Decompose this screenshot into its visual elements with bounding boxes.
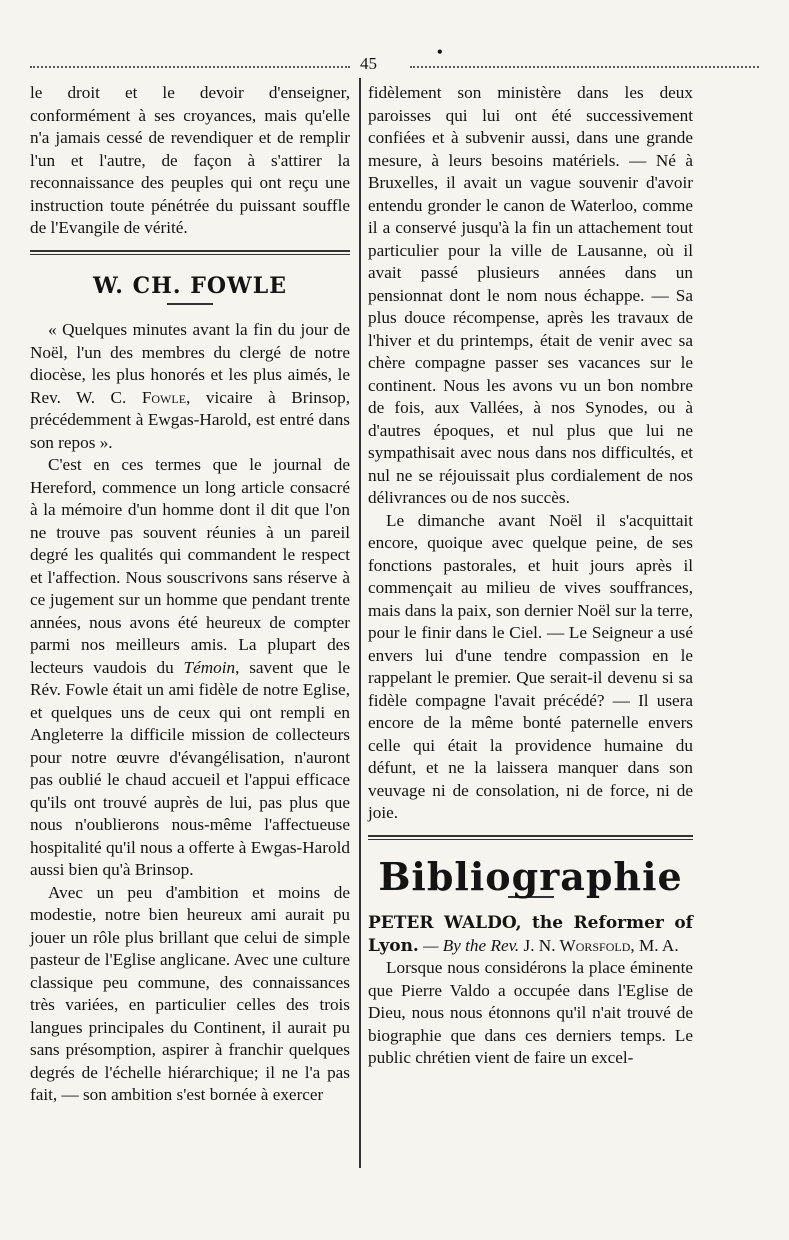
- right-column: [368, 82, 693, 1070]
- left-column: [30, 82, 350, 1107]
- p2-text-b: , savent que le Rév. Fowle était un ami fidèle de notre Eglise, et quelques uns de ceux qui ont rempli en Angleterre la difficile mission de collecteurs pour notre œuvre d'évangélisation, n'auront pas oublié le chaud accueil et l'appui efficace qu'ils ont trouvé auprès de lui, pas plus que nous n'oublierons nous-même l'affectueuse hospitalité qu'il nous a offerte à Ewgas-Harold aussi bien qu'à Brinsop.: [30, 657, 350, 879]
- p1-text-b: , vicaire à Brinsop, précédemment à Ewgas-Harold, est entré dans son repos ».: [30, 387, 350, 452]
- review-paragraph: Lorsque nous considérons la place éminente que Pierre Valdo a occupée dans l'Eglise de Dieu, nous nous étonnons qu'il n'ait trouvé de biographie que dans ces derniers temps. Le public chrétien vient de faire un excel-: [368, 958, 693, 1067]
- section-separator: [368, 835, 693, 840]
- book-entry: [368, 912, 693, 957]
- header-mark: •: [437, 44, 443, 61]
- article-paragraph-4: Le dimanche avant Noël il s'acquittait encore, quoique avec quelque peine, de ses fonctions pastorales, et huit jours après il commençait au milieu de vives souffrances, mais dans la paix, son dernier Noël sur la terre, pour le finir dans le Ciel. — Le Seigneur a usé envers lui d'une tendre compassion en le rappelant le premier. Que serait-il devenu si sa fidèle compagne l'avait précédé? — Il usera encore de la même bonté paternelle envers celle qui était la providence humaine du défunt, et ne la laissera manquer dans son veuvage ni de consolation, ni de force, ni de joie.: [368, 510, 693, 822]
- column-divider: [359, 78, 361, 1168]
- header-rule-right: [410, 66, 759, 68]
- article-paragraph-1: [30, 319, 350, 454]
- heading-rule: [167, 303, 213, 305]
- article-separator: [30, 250, 350, 255]
- p1-name: Fowle: [141, 387, 187, 407]
- book-by: — By the Rev.: [418, 935, 524, 955]
- p1-text-a: « Quelques minutes avant la fin du jour de Noël, l'un des membres du clergé de notre diocèse, les plus honorés et les plus aimés, le Rev. W. C.: [30, 320, 350, 407]
- book-title: PETER WALDO, the Reformer of Lyon.: [368, 913, 693, 956]
- header-rule-left: [30, 66, 350, 68]
- page-number: 45: [360, 54, 377, 73]
- article-paragraph-3: Avec un peu d'ambition et moins de modestie, notre bien heureux ami aurait pu jouer un rôle plus brillant que celui de simple pasteur de l'Eglise anglicane. Avec une culture classique peu commune, des connaissances très variées, en particulier celles des trois langues principales du Continent, il aurait pu sans présomption, aspirer à franchir quelques degrés de l'échelle hiérarchique; il ne l'a pas fait, — son ambition s'est bornée à exercer: [30, 882, 350, 1104]
- intro-paragraph: le droit et le devoir d'enseigner, conformément à ses croyances, mais qu'elle n'a jamais cessé de revendiquer et de remplir l'un et l'autre, de façon à s'attirer la reconnaissance des peuples qui ont reçu une instruction toute pénétrée du puissant souffle de l'Evangile de vérité.: [30, 83, 350, 237]
- page-header: [30, 44, 759, 78]
- article-paragraph-2: [30, 454, 350, 882]
- p2-text-a: C'est en ces termes que le journal de Hereford, commence un long article consacré à la mémoire d'un homme dont il dit que l'on ne trouve pas souvent réunies à un pareil degré les qualités qui commandent le respect et l'affection. Nous souscrivons sans réserve à ce jugement sur un homme que pendant trente années, nous avons été heureux de compter parmi nos meilleurs amis. La plupart des lecteurs vaudois du: [30, 455, 350, 677]
- section-title: Bibliographie: [378, 853, 683, 899]
- continued-paragraph: fidèlement son ministère dans les deux paroisses qui lui ont été successivement confiées et à subvenir aussi, dans une grande mesure, à leurs besoins matériels. — Né à Bruxelles, il avait un vague souvenir d'avoir entendu gronder le canon de Waterloo, comme il a conservé jusqu'à la fin un attachement tout particulier pour la ville de Lausanne, où il avait passé plusieurs années dans un pensionnat dont le nom nous échappe. — Sa plus douce récompense, après les travaux de l'hiver et du printemps, était de venir avec sa chère compagne passer ses vacances sur le continent. Nous les avons vu un bon nombre de fois, aux Vallées, à nos Synodes, ou à d'autres époques, et nul plus que lui ne sympathisait avec nous dans nos difficultés, et nul ne se réjouissait plus cordialement de nos délivrances ou de nos succès.: [368, 83, 693, 507]
- p2-temoin: Témoin: [183, 657, 236, 677]
- book-author: J. N. Worsfold, M. A.: [523, 935, 679, 955]
- article-heading: W. CH. FOWLE: [93, 272, 287, 299]
